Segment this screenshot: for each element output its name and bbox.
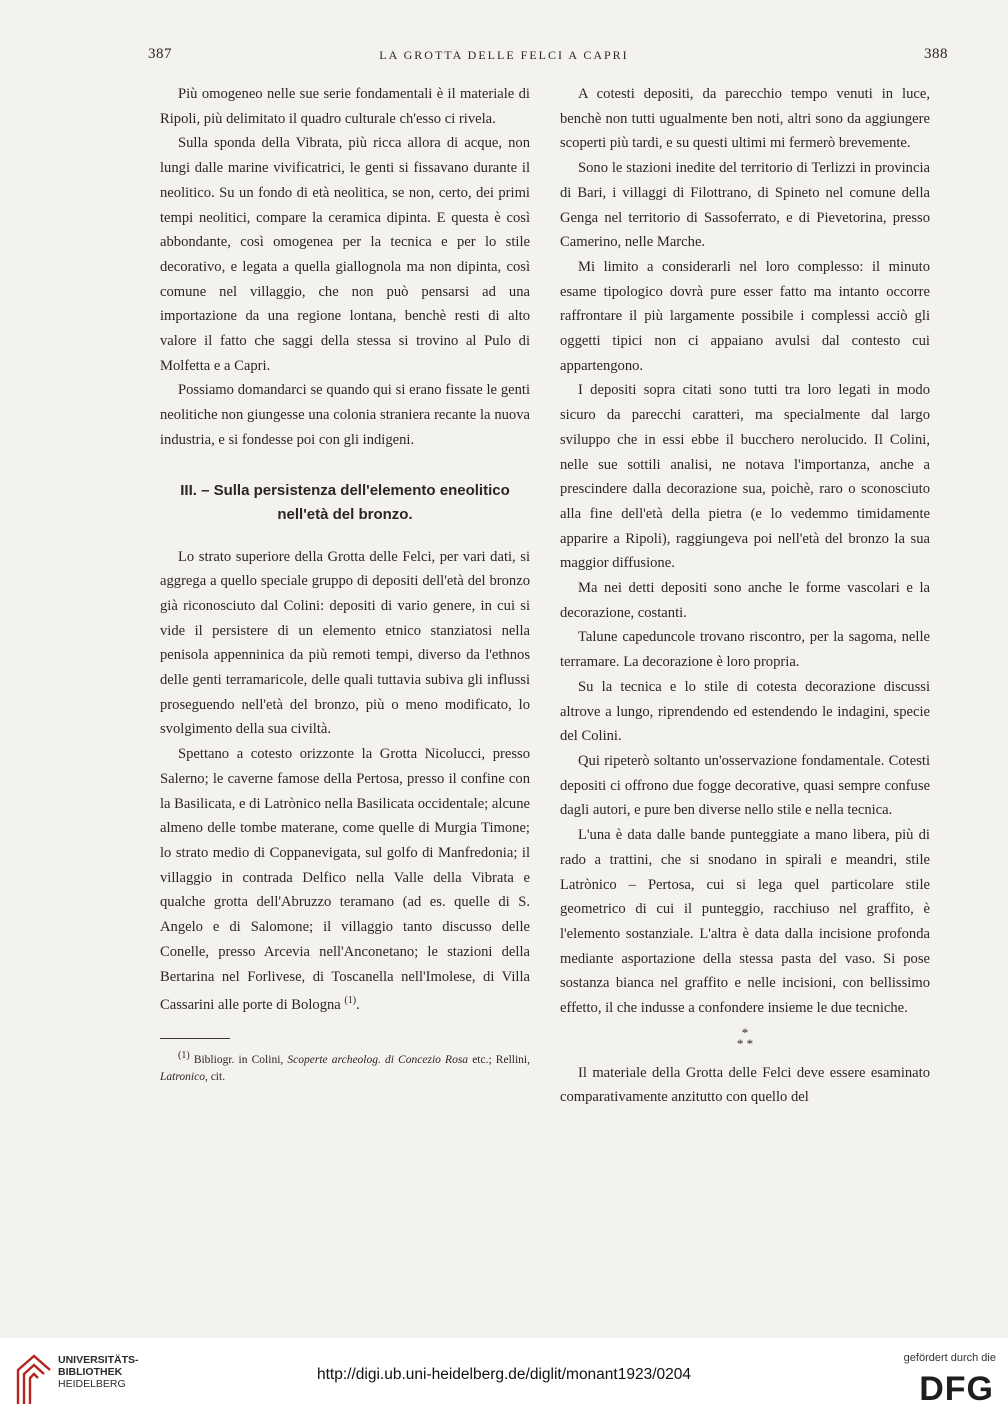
paragraph: Lo strato superiore della Grotta delle Felci, per vari dati, si aggrega a quello speciale gruppo di depositi dell'età del bronzo già riconosciuto dal Colini: depositi di vario genere, in cui si vide il persistere di un elemento etnico stanziatosi nella penisola appenninica da più remoti tempi, diverso da l'ethnos delle genti terramaricole, delle quali tuttavia subiva gli influssi proseguendo nell'età del bronzo, più o meno modificato, lo svolgimento della sua civiltà.	[160, 548, 530, 738]
section-heading-line: III. – Sulla persistenza dell'elemento eneolitico	[180, 481, 510, 499]
paragraph: A cotesti depositi, da parecchio tempo venuti in luce, benchè non tutti ugualmente ben noti, altri sono da aggiungere scoperti più tardi, e su questi ultimi mi fermerò brevemente.	[560, 86, 930, 152]
paragraph: Sono le stazioni inedite del territorio di Terlizzi in provincia di Bari, i villaggi di Filottrano, di Spineto nel comune della Genga nel territorio di Sassoferrato, e di Pievetorina, presso Camerino, nelle Marche.	[560, 160, 930, 251]
footnote-marker: (1)	[178, 1049, 190, 1061]
footnote	[160, 1047, 530, 1086]
paragraph: Più omogeneo nelle sue serie fondamentali è il materiale di Ripoli, più delimitato il quadro culturale ch'esso ci rivela.	[160, 86, 530, 127]
paragraph	[160, 742, 530, 1018]
library-name-line: UNIVERSITÄTS-	[58, 1354, 139, 1366]
paragraph: Qui ripeterò soltanto un'osservazione fondamentale. Cotesti depositi ci offrono due fogge decorative, quasi sempre confuse dagli autori, e pure ben diverse nello stile e nella tecnica.	[560, 752, 930, 819]
library-name-line: BIBLIOTHEK	[58, 1366, 123, 1378]
paragraph: Sulla sponda della Vibrata, più ricca allora di acque, non lungi dalle marine vivificatrici, le genti si fissavano durante il neolitico. Su un fondo di età neolitica, se non, certo, dei primi tempi neolitici, compare la ceramica dipinta. E questa è così abbondante, così omogenea per la tecnica e per lo stile decorativo, e legata a quella giallognola ma non dipinta, così comune nel villaggio, che non può pensarsi ad una importazione da una regione lontana, benchè resti di alto valore il fatto che saggi della stessa si trovino al Pulo di Molfetta e a Capri.	[160, 135, 530, 374]
footnote-rule	[160, 1038, 230, 1039]
running-header	[0, 42, 1008, 66]
dfg-logo[interactable]: DFG	[919, 1370, 994, 1408]
asterism-bottom: * *	[736, 1035, 754, 1051]
paragraph-text: Spettano a cotesto orizzonte la Grotta Nicolucci, presso Salerno; le caverne famose della Pertosa, presso il confine con la Basilicata, e di Latrònico nella Basilicata occidentale; alcune almeno delle tombe materane, come quelle di Murgia Timone; lo strato medio di Coppanevigata, sul golfo di Manfredonia; il villaggio in contrada Delfico nella Valle della Vibrata e qualche grotta dell'Abruzzo teramano (ad es. quelle di S. Angelo e di Salomone; il villaggio tanto discusso delle Conelle, presso Arcevia nell'Anconetano; le stazioni della Bertarina nel Forlivese, di Toscanella nell'Imolese, di Villa Cassarini alle porte di Bologna	[160, 746, 530, 1014]
footnote-title: Scoperte archeolog. di Concezio Rosa	[287, 1053, 469, 1066]
footnote-text: etc.; Rellini,	[468, 1053, 530, 1066]
paragraph: Su la tecnica e lo stile di cotesta decorazione discussi altrove a lungo, riprendendo ed estendendo le indagini, specie del Colini.	[560, 678, 930, 745]
paragraph: L'una è data dalle bande punteggiate a mano libera, più di rado a trattini, che si snodano in spirali e meandri, stile Latrònico – Pertosa, cui si lega quel particolare stile geometrico di cui il punteggio, racchiuso nel graffito, è l'elemento sostanziale. L'altra è data dalla incisione profonda mediante asportazione della stessa pasta del vaso. Si pose sostanza bianca nel graffito e nelle incisioni, con bellissimo effetto, il che indusse a confondere insieme le due tecniche.	[560, 827, 930, 1017]
funded-by-label: gefördert durch die	[903, 1352, 996, 1364]
footnote-text: , cit.	[204, 1070, 226, 1083]
footnote-text: Bibliogr. in Colini,	[189, 1053, 288, 1066]
page-number-left: 387	[148, 46, 172, 62]
asterism-divider	[560, 1024, 930, 1051]
running-title: LA GROTTA DELLE FELCI A CAPRI	[379, 48, 629, 62]
paragraph-text: .	[356, 997, 360, 1014]
library-name-line: HEIDELBERG	[58, 1378, 126, 1390]
paragraph: Ma nei detti depositi sono anche le forme vascolari e la decorazione, costanti.	[560, 580, 930, 621]
footnote-title: Latronico	[160, 1070, 205, 1083]
footnote-reference[interactable]: (1)	[344, 995, 357, 1007]
asterism-top: *	[741, 1024, 749, 1040]
paragraph: Possiamo domandarci se quando qui si erano fissate le genti neolitiche non giungesse una colonia straniera recante la nuova industria, e si fondesse poi con gli indigeni.	[160, 382, 530, 448]
viewer-footer	[0, 1338, 1008, 1418]
paragraph: Talune capeduncole trovano riscontro, per la sagoma, nelle terramare. La decorazione è loro propria.	[560, 629, 930, 671]
paragraph: Mi limito a considerarli nel loro complesso: il minuto esame tipologico dovrà pure esser fatto ma intanto occorre raffrontare il più largamente possibile i complessi acciò gli oggetti tipici non ci appaiano avulsi dal contesto cui appartengono.	[560, 258, 930, 374]
section-heading-line: nell'età del bronzo.	[277, 505, 413, 523]
section-heading	[160, 479, 530, 527]
paragraph: Il materiale della Grotta delle Felci deve essere esaminato comparativamente anzitutto con quello del	[560, 1064, 930, 1106]
left-column	[160, 82, 530, 1086]
paragraph: I depositi sopra citati sono tutti tra loro legati in modo sicuro da parecchi caratteri, ma specialmente dal largo sviluppo che in essi ebbe il bucchero nerolucido. Il Colini, nelle sue sottili analisi, ne notava l'importanza, anche a prescindere dalla decorazione sua, poichè, raro o sconosciuto alla fine dell'età della pietra (e lo vedemmo timidamente apparire a Ripoli), raggiungeva poi nell'età del bronzo la sua maggior diffusione.	[560, 382, 930, 572]
right-column	[560, 82, 930, 1110]
page-number-right: 388	[924, 46, 948, 62]
permalink-url[interactable]: http://digi.ub.uni-heidelberg.de/diglit/monant1923/0204	[317, 1366, 691, 1383]
